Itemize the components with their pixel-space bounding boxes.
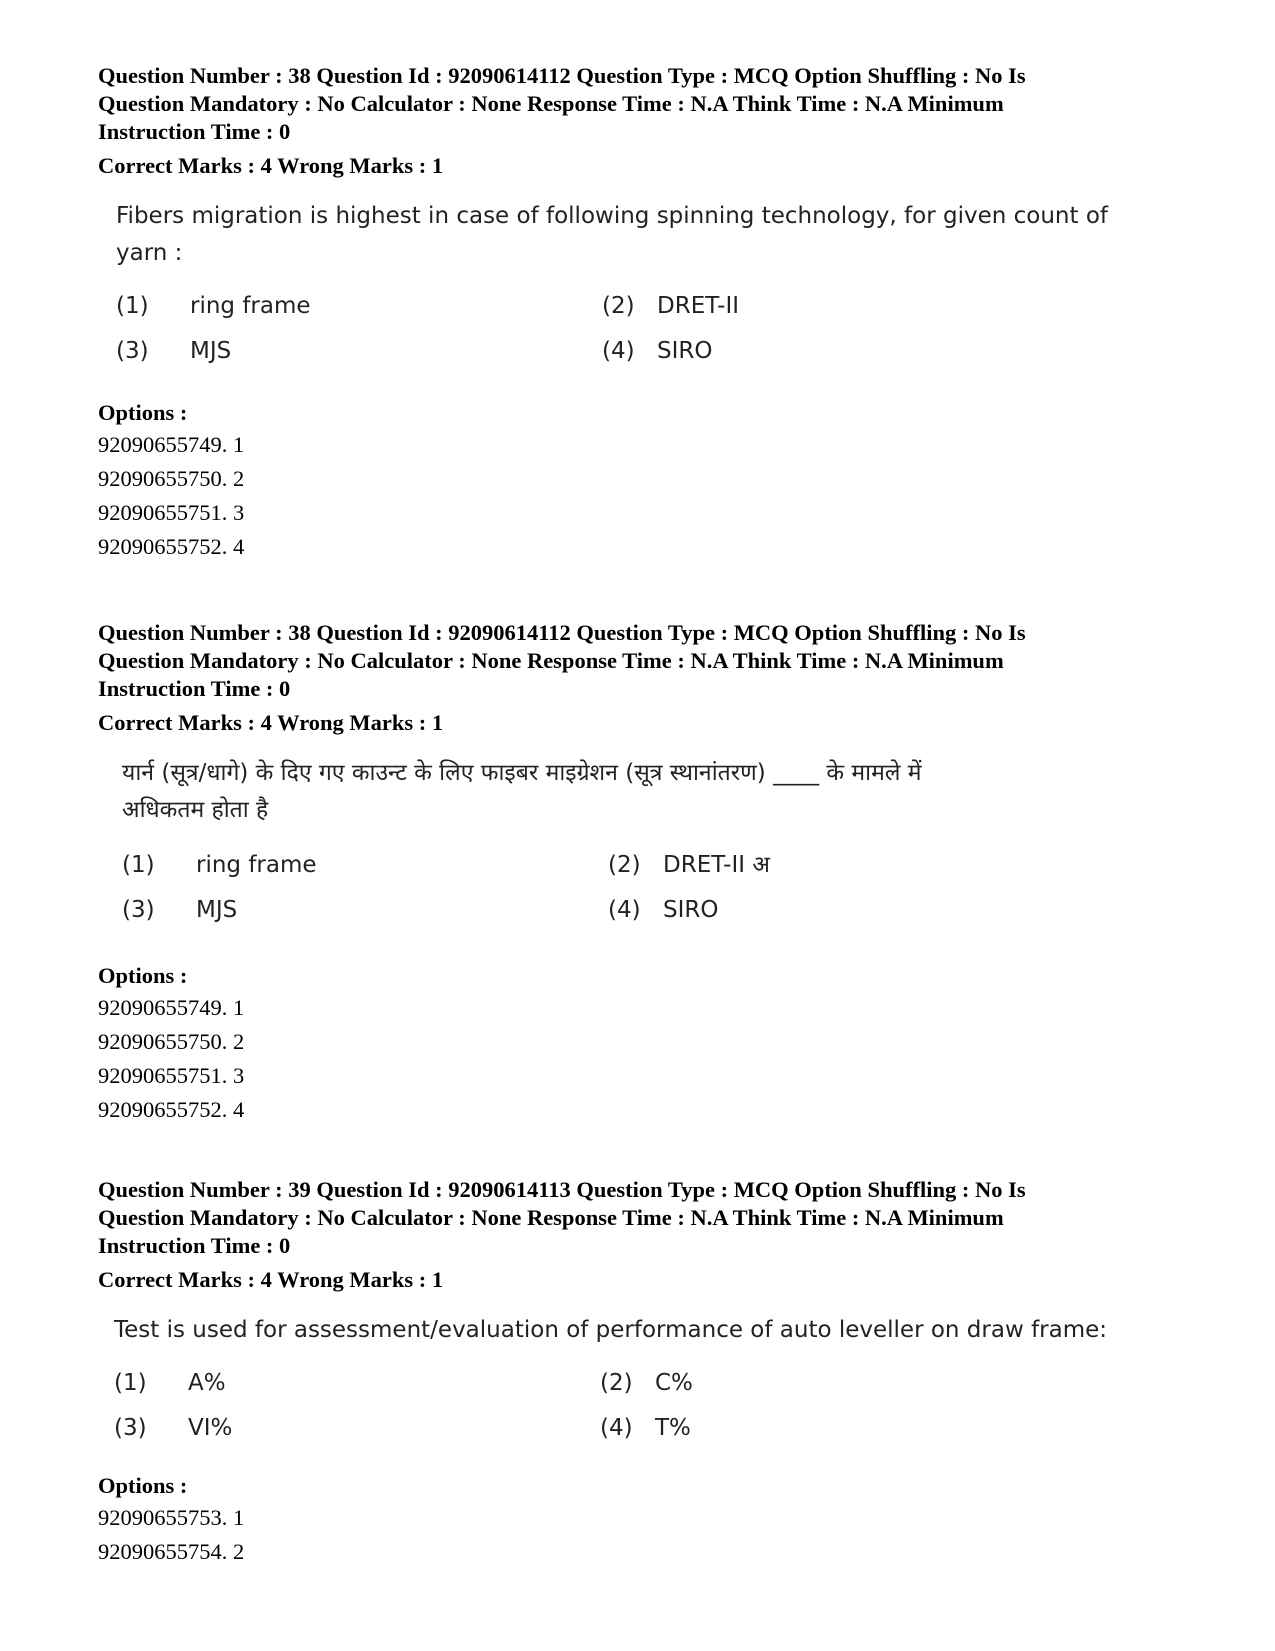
choice-item [122,894,237,926]
choice-number: (3) [122,897,155,923]
choice-number: (2) [600,1370,633,1396]
choice-number: (4) [602,338,635,364]
option-line: 92090655750. 2 [98,1029,245,1054]
question-meta-line: Question Mandatory : No Calculator : None Response Time : N.A Think Time : N.A Minimum [98,91,1004,116]
options-label: Options : [98,1473,188,1498]
choice-item [116,290,311,322]
choice-grid [116,290,1188,386]
option-line: 92090655754. 2 [98,1539,245,1564]
question-meta-line: Instruction Time : 0 [98,676,291,701]
marks-line: Correct Marks : 4 Wrong Marks : 1 [98,1267,444,1292]
choice-text: SIRO [657,338,713,364]
question-meta-line: Instruction Time : 0 [98,1233,291,1258]
question-text [114,1312,1124,1349]
option-line: 92090655752. 4 [98,1097,245,1122]
choice-item [114,1412,232,1444]
choice-item [600,1412,691,1444]
question-meta-line: Instruction Time : 0 [98,119,291,144]
choice-item [608,894,718,926]
option-line: 92090655751. 3 [98,1063,245,1088]
choice-number: (1) [122,852,155,878]
question-block-3 [98,1176,1188,1569]
choice-text: DRET-II अ [663,852,770,878]
choice-number: (4) [608,897,641,923]
option-line: 92090655752. 4 [98,534,245,559]
choice-text: ring frame [196,852,317,878]
choice-grid [114,1367,1188,1463]
option-line: 92090655749. 1 [98,995,245,1020]
question-text-line: Fibers migration is highest in case of following spinning technology, for given count of [116,203,1108,229]
choice-number: (2) [602,293,635,319]
question-meta-line: Question Number : 38 Question Id : 92090614112 Question Type : MCQ Option Shuffling : No Is [98,620,1026,645]
choice-number: (1) [114,1370,147,1396]
choice-text: DRET-II [657,293,740,319]
question-meta-line: Question Number : 39 Question Id : 92090614113 Question Type : MCQ Option Shuffling : No Is [98,1177,1026,1202]
choice-text: MJS [190,338,232,364]
choice-item [608,849,770,881]
options-list [98,398,1188,564]
question-text [122,755,1122,829]
choice-text: A% [188,1370,226,1396]
choice-text: MJS [196,897,238,923]
question-block-1 [98,62,1188,564]
choice-item [114,1367,226,1399]
question-text-line: यार्न (सूत्र/धागे) के दिए गए काउन्ट के लिए फाइबर माइग्रेशन (सूत्र स्थानांतरण) ____ के मामले में [122,760,922,786]
choice-number: (3) [116,338,149,364]
option-line: 92090655751. 3 [98,500,245,525]
choice-number: (2) [608,852,641,878]
choice-text: VI% [188,1415,233,1441]
choice-item [602,290,739,322]
options-label: Options : [98,963,188,988]
question-text [116,198,1116,272]
question-meta-line: Question Mandatory : No Calculator : None Response Time : N.A Think Time : N.A Minimum [98,648,1004,673]
question-text-line: अधिकतम होता है [122,797,269,823]
choice-number: (1) [116,293,149,319]
choice-item [116,335,231,367]
options-list [98,961,1188,1127]
question-block-2 [98,619,1188,1127]
question-text-line: yarn : [116,240,183,266]
choice-text: SIRO [663,897,719,923]
choice-item [122,849,317,881]
marks-line: Correct Marks : 4 Wrong Marks : 1 [98,153,444,178]
option-line: 92090655750. 2 [98,466,245,491]
choice-item [602,335,712,367]
question-text-line: Test is used for assessment/evaluation of performance of auto leveller on draw frame: [114,1317,1108,1343]
choice-item [600,1367,693,1399]
option-line: 92090655753. 1 [98,1505,245,1530]
choice-number: (4) [600,1415,633,1441]
choice-text: ring frame [190,293,311,319]
question-meta-line: Question Mandatory : No Calculator : None Response Time : N.A Think Time : N.A Minimum [98,1205,1004,1230]
question-meta-line: Question Number : 38 Question Id : 92090614112 Question Type : MCQ Option Shuffling : No Is [98,63,1026,88]
options-label: Options : [98,400,188,425]
choice-text: T% [655,1415,691,1441]
choice-grid [122,849,1188,945]
option-line: 92090655749. 1 [98,432,245,457]
options-list [98,1471,1188,1569]
choice-text: C% [655,1370,693,1396]
marks-line: Correct Marks : 4 Wrong Marks : 1 [98,710,444,735]
choice-number: (3) [114,1415,147,1441]
